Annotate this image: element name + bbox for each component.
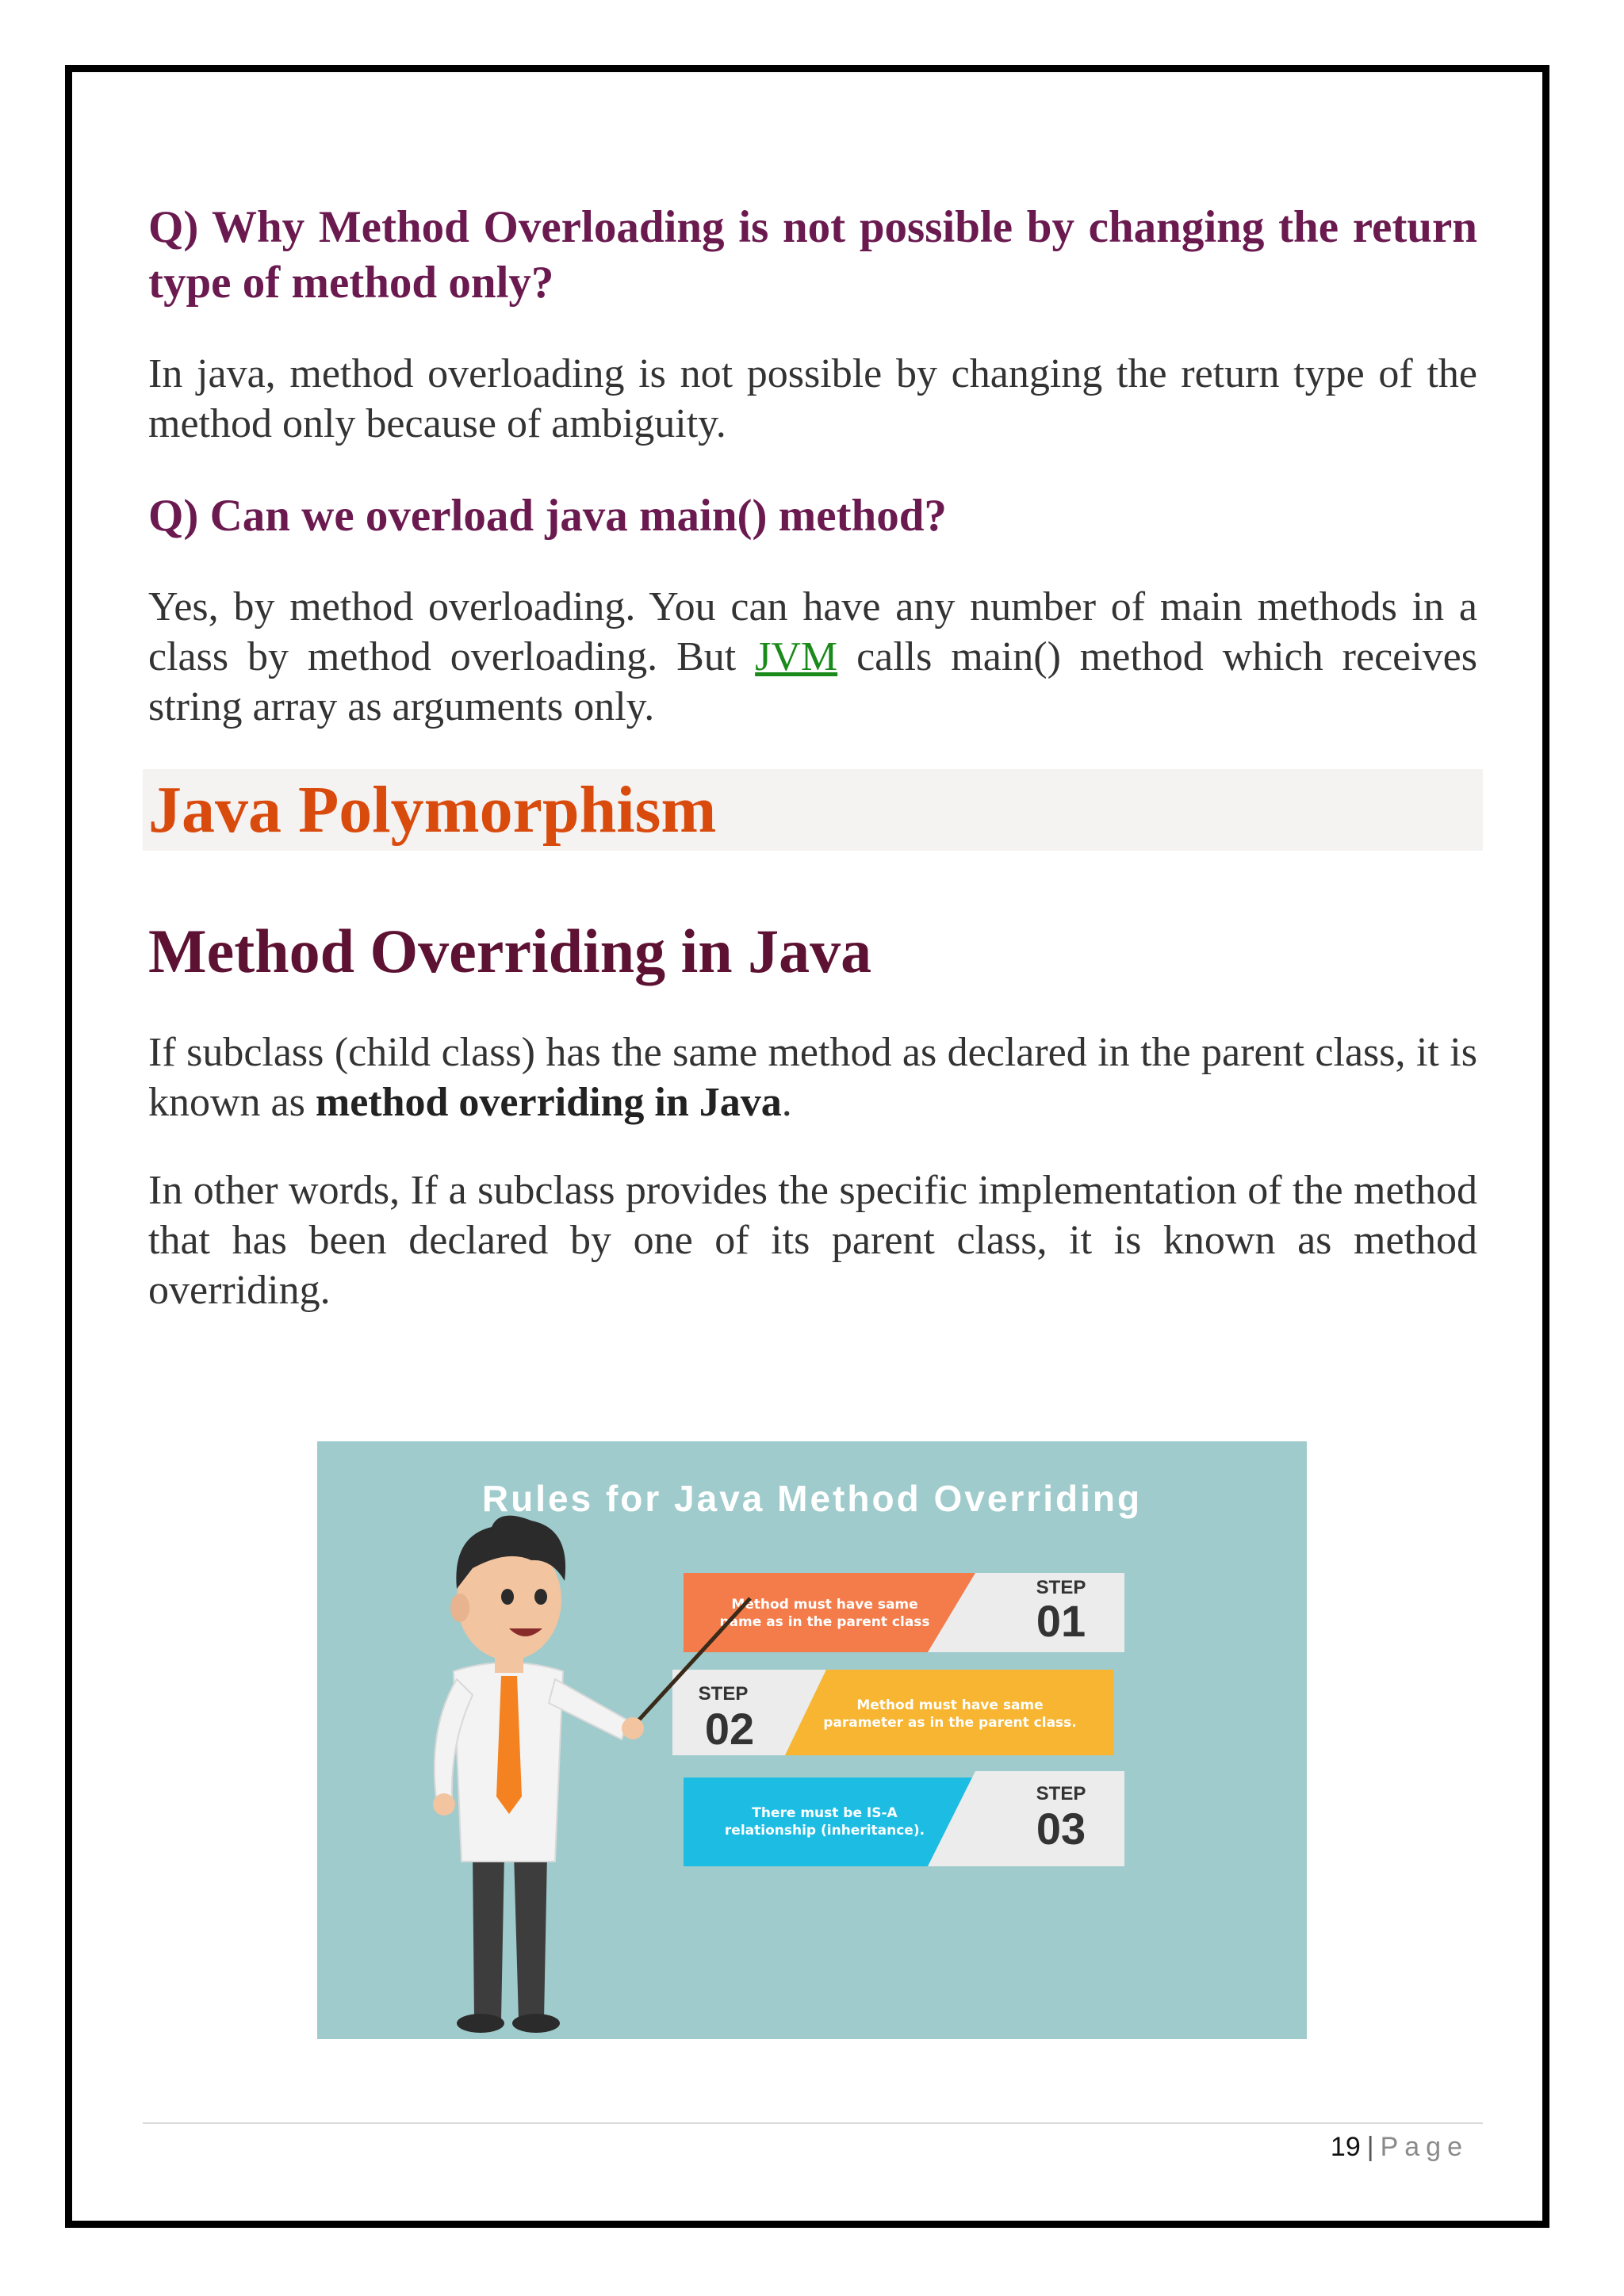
step-2-line2: parameter as in the parent class. <box>823 1715 1077 1731</box>
step-3-number: 03 <box>1036 1804 1086 1854</box>
step-3 <box>684 1771 1124 1866</box>
step-2-line1: Method must have same <box>856 1697 1044 1713</box>
answer-2: Yes, by method overloading. You can have any number of main methods in a class by method overloading. But JVM calls main() method which receives string array as arguments only. <box>148 584 1477 729</box>
jvm-link[interactable]: JVM <box>755 634 838 679</box>
question-2: Q) Can we overload java main() method? <box>148 491 947 541</box>
step-1-line1: Method must have same <box>731 1597 918 1613</box>
answer-1: In java, method overloading is not possible by changing the return type of the method only because of ambiguity. <box>148 351 1477 446</box>
section-title: Java Polymorphism <box>148 773 717 847</box>
step-1-number: 01 <box>1036 1596 1086 1646</box>
step-2-number: 02 <box>704 1704 755 1754</box>
bold-term: method overriding in Java <box>315 1080 782 1125</box>
step-2 <box>672 1670 1113 1755</box>
step-3-label: STEP <box>1036 1783 1086 1804</box>
step-2-label: STEP <box>698 1683 749 1705</box>
step-1 <box>684 1573 1124 1652</box>
subsection-title: Method Overriding in Java <box>148 916 872 985</box>
footer-divider <box>143 2122 1483 2124</box>
step-3-line2: relationship (inheritance). <box>724 1823 925 1839</box>
paragraph-other-words: In other words, If a subclass provides the specific implementation of the method that has been declared by one of its parent class, it is known as method overriding. <box>148 1168 1477 1313</box>
rules-infographic <box>317 1441 1307 2039</box>
page-label: Page <box>1380 2132 1469 2162</box>
infographic-title: Rules for Java Method Overriding <box>481 1478 1143 1519</box>
step-1-line2: name as in the parent class <box>719 1614 930 1630</box>
question-1: Q) Why Method Overloading is not possible by changing the return type of method only? <box>148 202 1477 308</box>
page-footer <box>1331 2130 1469 2164</box>
step-1-label: STEP <box>1036 1577 1086 1598</box>
page-number: 19 <box>1330 2132 1361 2162</box>
paragraph-definition: If subclass (child class) has the same method as declared in the parent class, it is known as method overriding in Java. <box>148 1030 1477 1125</box>
step-3-line1: There must be IS-A <box>752 1805 898 1821</box>
footer-separator: | <box>1366 2132 1374 2162</box>
